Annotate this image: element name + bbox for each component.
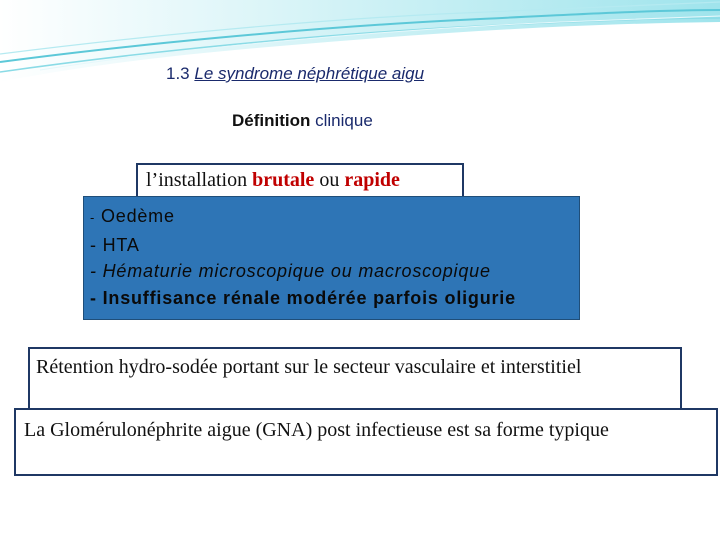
sign-text: Oedème (100, 206, 175, 226)
gna-text: La Glomérulonéphrite aigue (GNA) post infectieuse est sa forme typique (24, 419, 609, 441)
retention-box (28, 347, 682, 413)
onset-brutale: brutale (252, 169, 315, 191)
onset-prefix: l’installation (146, 169, 248, 191)
sign-item-hematurie (90, 258, 579, 285)
sign-text: Insuffisance rénale modérée parfois oligurie (102, 287, 516, 308)
onset-box (136, 163, 464, 199)
clinical-signs-box (83, 196, 580, 320)
sign-text: Hématurie microscopique ou macroscopique (102, 261, 491, 281)
sign-item-insuffisance (90, 285, 579, 312)
section-heading (166, 64, 424, 84)
gna-box (14, 408, 718, 476)
onset-rapide: rapide (344, 169, 400, 191)
subheading-word-definition: Définition (232, 111, 311, 130)
sign-item-oedeme (90, 203, 579, 232)
subheading-word-clinique: clinique (315, 111, 373, 130)
sign-dash: - (90, 234, 97, 255)
retention-text: Rétention hydro-sodée portant sur le secteur vasculaire et interstitiel (36, 356, 582, 378)
section-number: 1.3 (166, 64, 190, 83)
subheading (232, 111, 373, 131)
sign-text: HTA (102, 234, 140, 255)
sign-dash: - (90, 287, 97, 308)
section-title: Le syndrome néphrétique aigu (194, 64, 425, 83)
sign-dash: - (90, 210, 96, 225)
sign-item-hta (90, 232, 579, 259)
onset-connector: ou (319, 169, 340, 191)
sign-dash: - (90, 261, 97, 281)
